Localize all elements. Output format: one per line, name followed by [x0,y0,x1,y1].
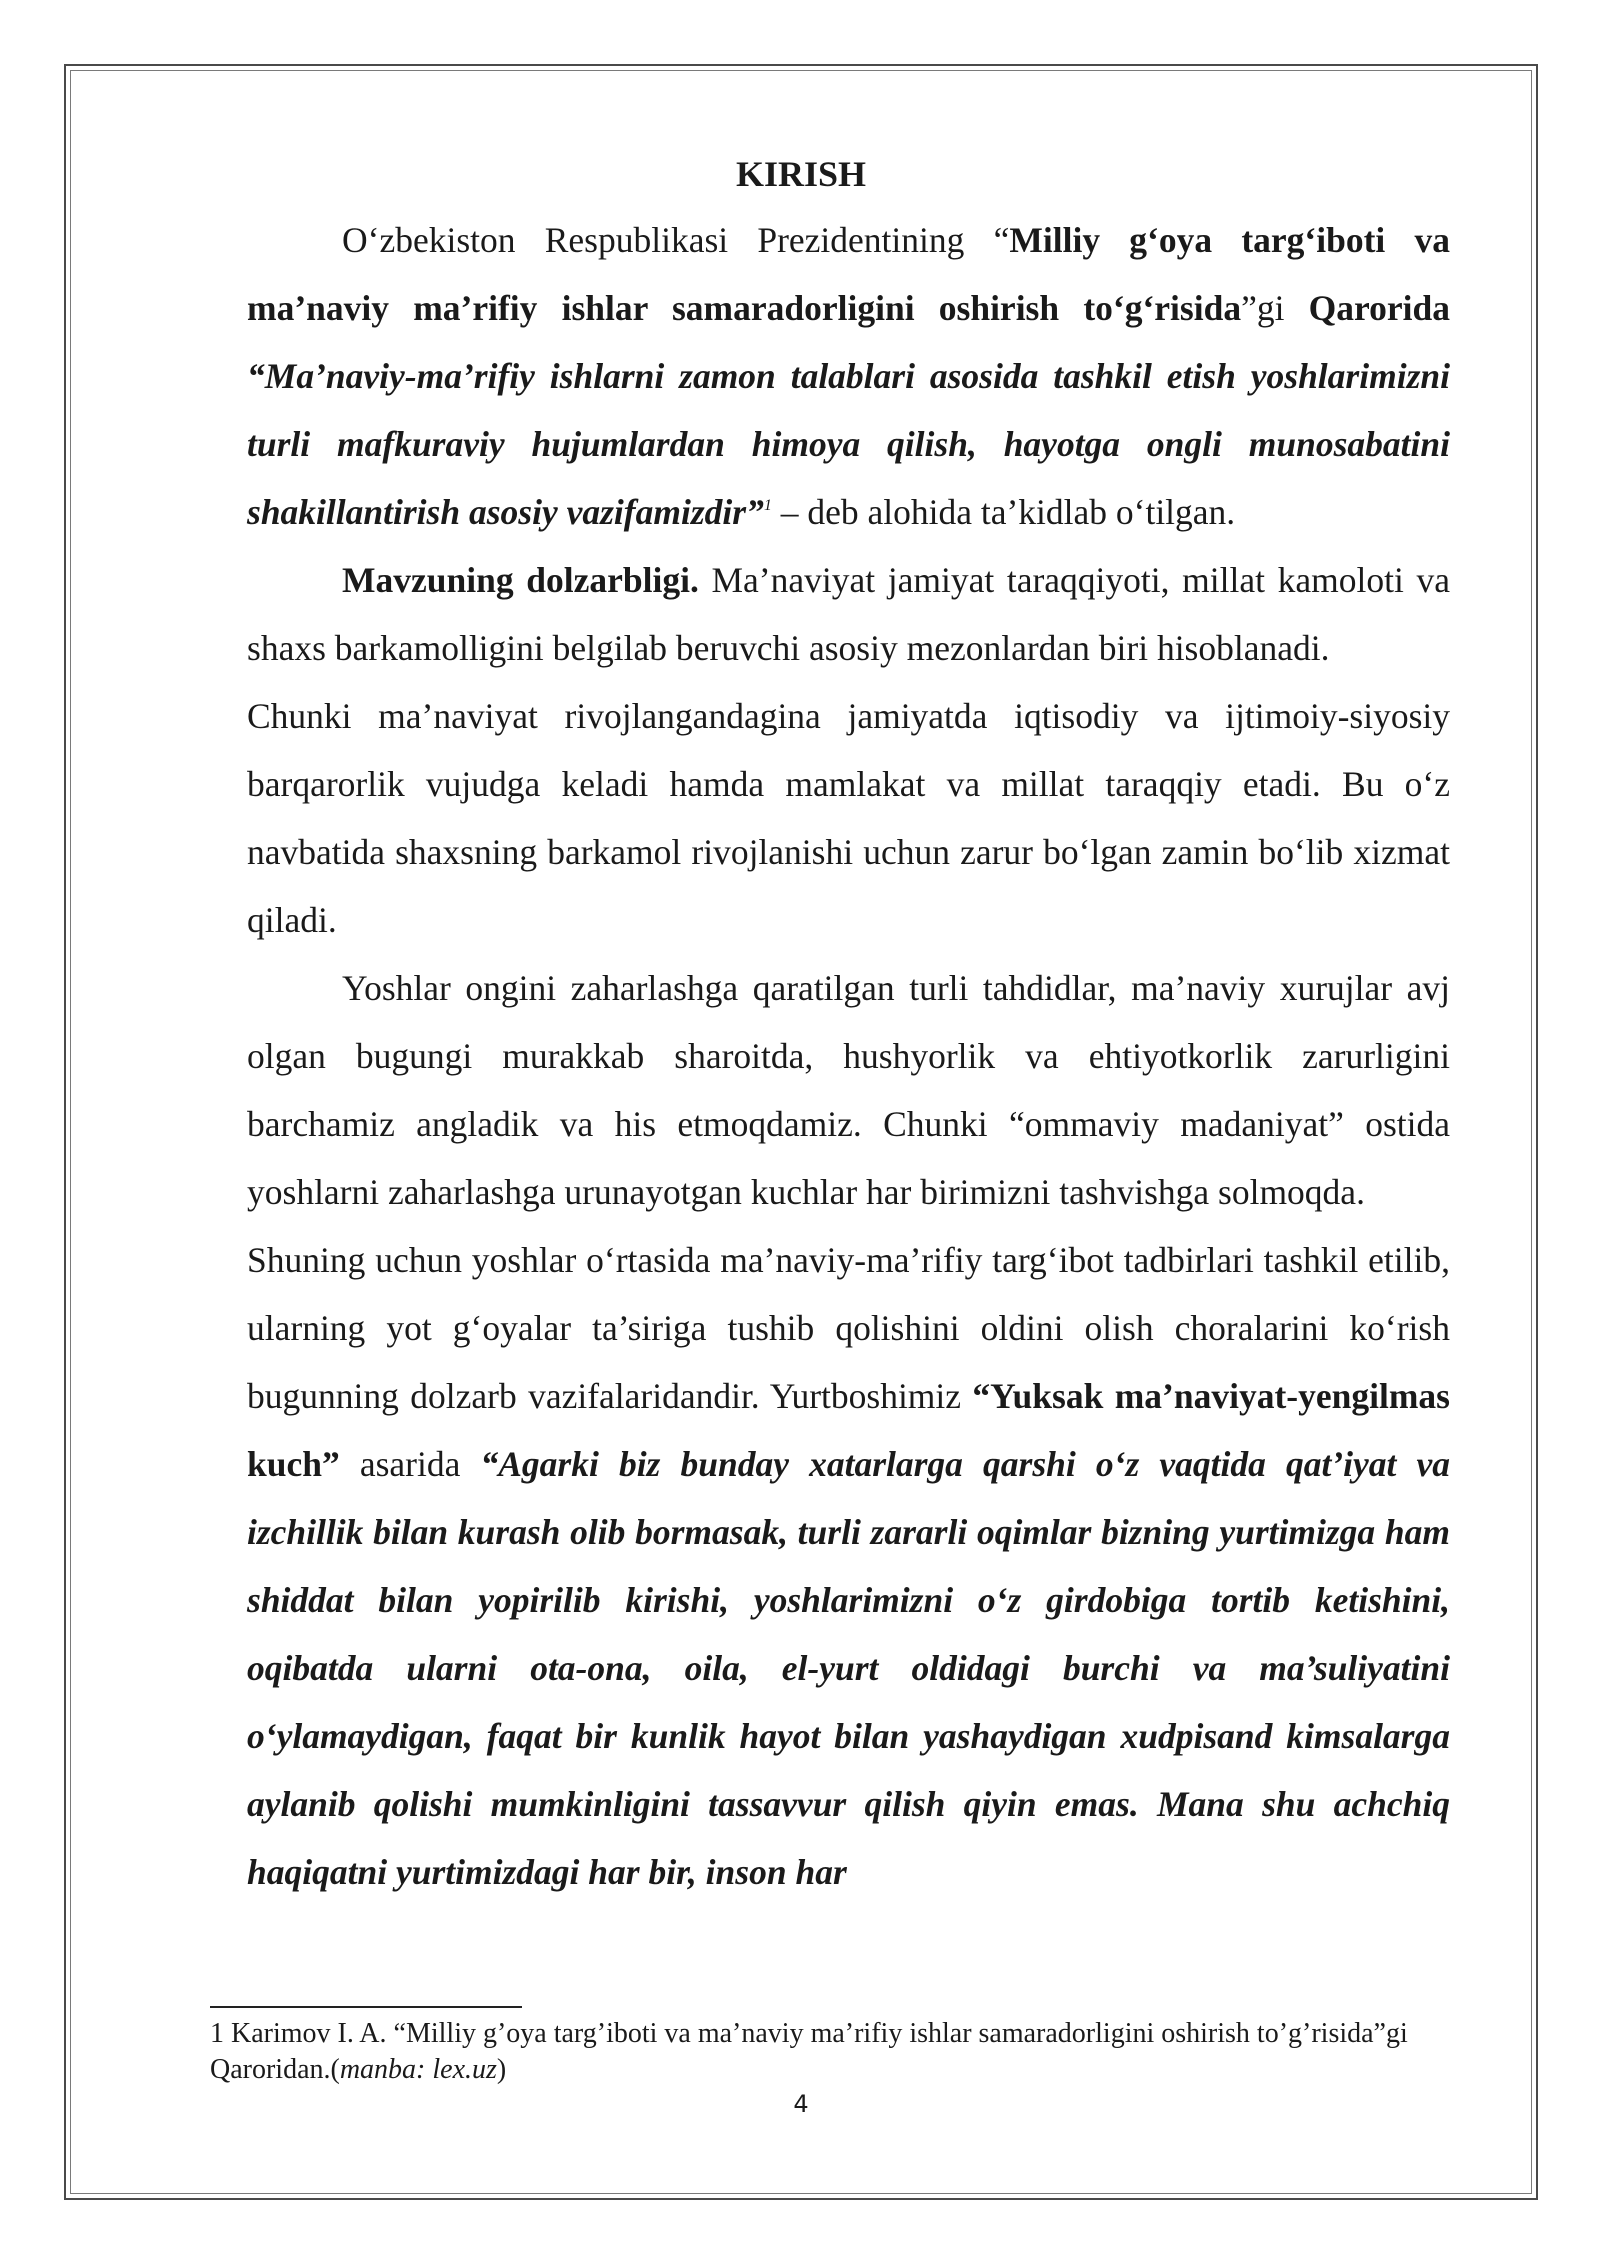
paragraph-relevance [247,546,1450,682]
footnote-separator [210,2006,522,2008]
intro-text: O‘zbekiston Respublikasi Prezidentining “ [342,220,1010,260]
paragraph-threats: Yoshlar ongini zaharlashga qaratilgan turli tahdidlar, ma’naviy xurujlar avj olgan bugungi murakkab sharoitda, hushyorlik va ehtiyotkorlik zarurligini barchamiz angladik va his etmoqdamiz. Chunki “ommaviy madaniyat” ostida yoshlarni zaharlashga urunayotgan kuchlar har birimizni tashvishga solmoqda. [247,968,1450,1212]
section-title: KIRISH [735,154,867,194]
intro-text-3: – deb alohida ta’kidlab o‘tilgan. [771,492,1236,532]
measures-text-2: asarida [339,1444,481,1484]
footnote-text: 1 Karimov I. A. “Milliy g’oya targ’iboti va ma’naviy ma’rifiy ishlar samaradorligini oshirish to’g’risida”gi Qaroridan.( [210,2018,1408,2085]
decree-title: Milliy g‘oya targ‘iboti va ma’naviy ma’rifiy ishlar samaradorligini oshirish to‘g‘risida [247,220,1450,328]
paragraph-spirituality: Chunki ma’naviyat rivojlangandagina jamiyatda iqtisodiy va ijtimoiy-siyosiy barqarorlik vujudga keladi hamda mamlakat va millat taraqqiy etadi. Bu o‘z navbatida shaxsning barkamol rivojlanishi uchun zarur bo‘lgan zamin bo‘lib xizmat qiladi. [247,696,1450,940]
decree-quote: “Ma’naviy-ma’rifiy ishlarni zamon talablari asosida tashkil etish yoshlarimizni turli mafkuraviy hujumlardan himoya qilish, hayotga ongli munosabatini shakillantirish asosiy vazifamizdir” [247,356,1450,532]
intro-text-2: ”gi [1241,288,1309,328]
footnote-ref: 1 [763,497,772,514]
relevance-text: Ma’naviyat jamiyat taraqqiyoti, millat kamoloti va shaxs barkamolligini belgilab beruvchi asosiy mezonlardan biri hisoblanadi. [247,560,1450,668]
decree-label: Qarorida [1308,288,1450,328]
measures-text: Shuning uchun yoshlar o‘rtasida ma’naviy-ma’rifiy targ‘ibot tadbirlari tashkil etilib, ularning yot g‘oyalar ta’siriga tushib qolishini oldini olish choralarini ko‘rish bugunning dolzarb vazifalaridandir. Yurtboshimiz [247,1240,1450,1416]
book-quote: “Agarki biz bunday xatarlarga qarshi o‘z vaqtida qat’iyat va izchillik bilan kurash olib bormasak, turli zararli oqimlar bizning yurtimizga ham shiddat bilan yopirilib kirishi, yoshlarimizni o‘z girdobiga tortib ketishini, oqibatda ularni ota-ona, oila, el-yurt oldidagi burchi va ma’suliyatini o‘ylamaydigan, faqat bir kunlik hayot bilan yashaydigan xudpisand kimsalarga aylanib qolishi mumkinligini tassavvur qilish qiyin emas. Mana shu achchiq haqiqatni yurtimizdagi har bir, inson har [247,1444,1450,1892]
main-text [247,206,1450,1906]
footnote [210,2016,1450,2088]
footnote-close: ) [496,2054,507,2085]
relevance-label: Mavzuning dolzarbligi. [342,560,699,600]
book-title: “Yuksak ma’naviyat-yengilmas kuch” [247,1376,1450,1484]
paragraph-measures [247,1226,1450,1906]
paragraph-intro [247,206,1450,546]
footnote-source: manba: lex.uz [339,2054,497,2085]
page-number: 4 [793,2090,809,2118]
